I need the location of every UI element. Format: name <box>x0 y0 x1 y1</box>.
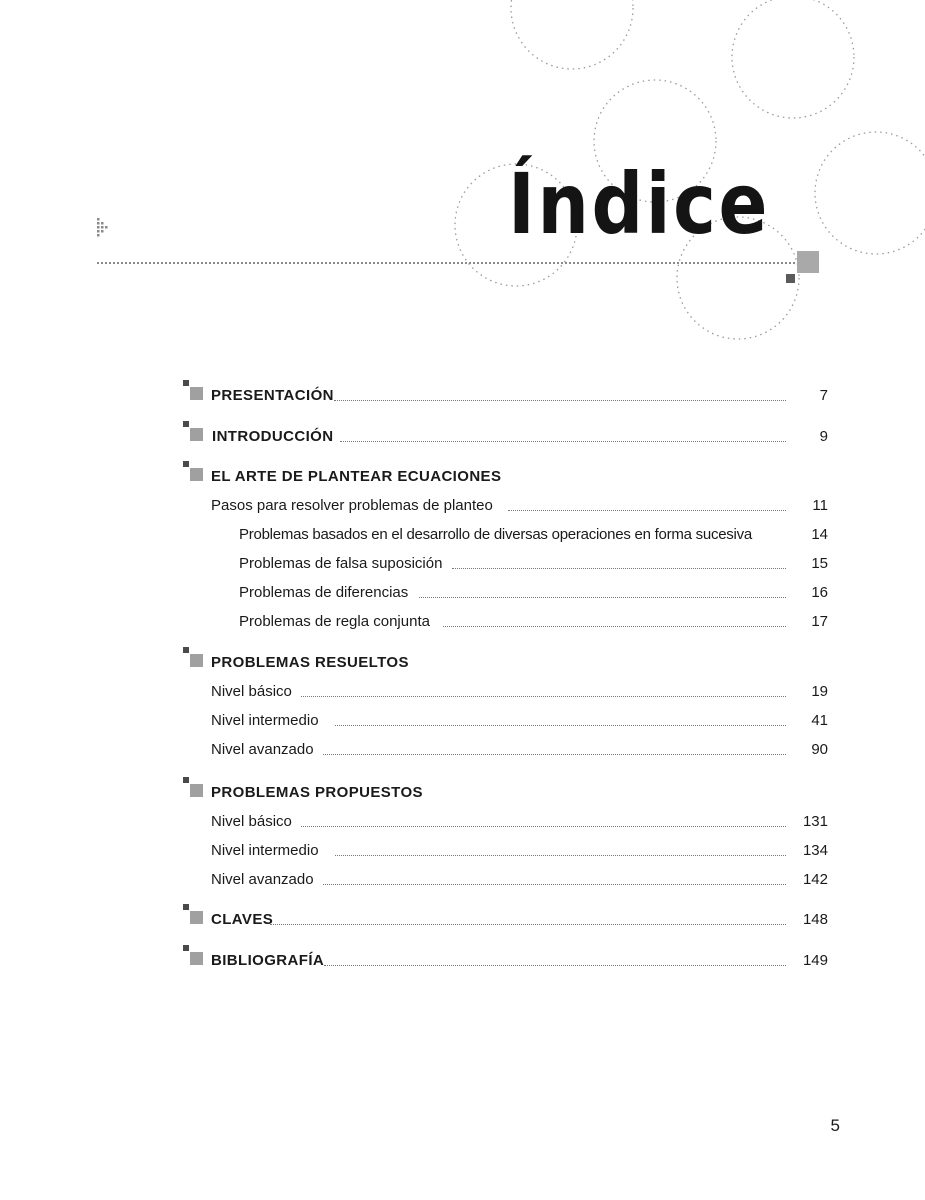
page-number: 5 <box>830 1116 840 1135</box>
toc-entry-page: 142 <box>802 871 828 888</box>
dot-leader <box>301 696 786 697</box>
dot-leader <box>270 924 786 925</box>
toc-section-heading[interactable] <box>0 466 925 488</box>
toc-entry-page: 90 <box>811 741 828 758</box>
toc-section-heading[interactable] <box>0 782 925 804</box>
dot-leader <box>334 400 786 401</box>
toc-entry-page: 19 <box>811 683 828 700</box>
toc-entry-label: EL ARTE DE PLANTEAR ECUACIONES <box>211 466 503 488</box>
dot-leader <box>335 855 786 856</box>
toc-entry[interactable] <box>0 524 925 546</box>
toc-entry[interactable] <box>0 681 925 703</box>
toc-entry-label: Pasos para resolver problemas de planteo <box>211 495 495 517</box>
toc-entry-page: 9 <box>819 428 828 445</box>
toc-entry-label: Nivel avanzado <box>211 869 316 891</box>
dot-leader <box>443 626 786 627</box>
toc-entry-label: Nivel intermedio <box>211 840 321 862</box>
toc-entry[interactable] <box>0 840 925 862</box>
page-title: Índice <box>508 155 771 253</box>
toc-entry-label: PROBLEMAS PROPUESTOS <box>211 782 425 804</box>
dot-leader <box>301 826 786 827</box>
toc-entry-page: 17 <box>811 613 828 630</box>
toc-entry-label: BIBLIOGRAFÍA <box>211 950 326 972</box>
toc-entry[interactable] <box>0 710 925 732</box>
toc-entry[interactable] <box>0 495 925 517</box>
toc-entry-label: INTRODUCCIÓN <box>212 426 335 448</box>
toc-entry[interactable] <box>0 869 925 891</box>
toc-entry-label: Nivel intermedio <box>211 710 321 732</box>
toc-entry-page: 149 <box>802 952 828 969</box>
toc-entry-page: 14 <box>811 526 828 543</box>
toc-entry-label: Problemas de falsa suposición <box>239 553 444 575</box>
toc-entry[interactable] <box>0 909 925 931</box>
toc-entry[interactable] <box>0 811 925 833</box>
dot-leader <box>508 510 786 511</box>
toc-entry[interactable] <box>0 611 925 633</box>
toc-entry-label: Nivel básico <box>211 811 294 833</box>
toc-entry-label: Nivel básico <box>211 681 294 703</box>
toc-entry[interactable] <box>0 385 925 407</box>
toc-entry-page: 131 <box>802 813 828 830</box>
toc-entry-page: 41 <box>811 712 828 729</box>
dot-leader <box>335 725 786 726</box>
dot-leader <box>419 597 786 598</box>
dot-leader <box>340 441 786 442</box>
toc-entry[interactable] <box>0 553 925 575</box>
dot-leader <box>323 884 786 885</box>
toc-entry-label: PROBLEMAS RESUELTOS <box>211 652 411 674</box>
toc-entry-page: 148 <box>802 911 828 928</box>
toc-entry-label: Nivel avanzado <box>211 739 316 761</box>
toc-entry-label: PRESENTACIÓN <box>211 385 336 407</box>
toc-entry-label: Problemas de diferencias <box>239 582 410 604</box>
toc-entry[interactable] <box>0 950 925 972</box>
dot-leader <box>323 754 786 755</box>
toc-entry-page: 7 <box>819 387 828 404</box>
dot-leader <box>452 568 786 569</box>
toc-entry[interactable] <box>0 582 925 604</box>
toc-entry-page: 16 <box>811 584 828 601</box>
toc-entry-page: 15 <box>811 555 828 572</box>
toc-entry[interactable] <box>0 426 925 448</box>
toc-entry-page: 134 <box>802 842 828 859</box>
toc-entry-label: CLAVES <box>211 909 275 931</box>
dot-leader <box>324 965 786 966</box>
toc-entry-label: Problemas de regla conjunta <box>239 611 432 633</box>
toc-entry-page: 11 <box>812 497 828 514</box>
toc-entry-label: Problemas basados en el desarrollo de diversas operaciones en forma sucesiva <box>239 524 754 546</box>
toc-section-heading[interactable] <box>0 652 925 674</box>
toc-entry[interactable] <box>0 739 925 761</box>
